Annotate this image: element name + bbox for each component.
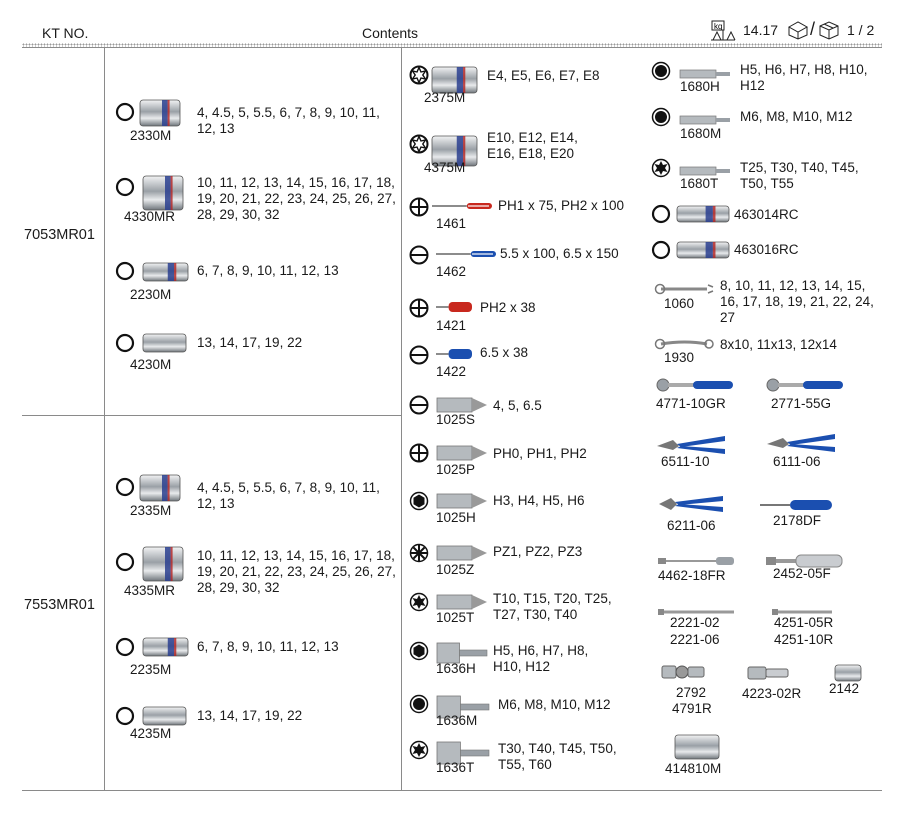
item-code: 1680T [680, 176, 719, 191]
item-code: 2375M [424, 90, 466, 105]
hex-socket-profile-icon [115, 552, 135, 577]
drive-profile-icon [409, 592, 429, 617]
item-code: 1462 [436, 264, 467, 279]
item-sizes: 6, 7, 8, 9, 10, 11, 12, 13 [197, 263, 339, 278]
item-sizes: 10, 11, 12, 13, 14, 15, 16, 17, 18, 19, 20, 21, 22, 23, 24, 25, 26, 27, 28, 29, 30, 32 [197, 548, 396, 595]
tool-image [675, 735, 719, 764]
tool-image [748, 665, 788, 686]
item-code: 4235M [130, 726, 172, 741]
item-code: 2771-55G [771, 396, 832, 411]
item-sizes: 4, 4.5, 5, 5.5, 6, 7, 8, 9, 10, 11, 12, 13 [197, 105, 380, 136]
item-code: 2230M [130, 287, 172, 302]
tool-image [655, 378, 733, 397]
item-sizes: 13, 14, 17, 19, 22 [197, 335, 303, 350]
box-closed-icon [818, 20, 840, 45]
item-code: 4330MR [124, 209, 176, 224]
item-sizes: H5, H6, H7, H8, H10, H12 [740, 62, 868, 93]
tool-image [677, 206, 729, 227]
item-sizes: 4, 4.5, 5, 5.5, 6, 7, 8, 9, 10, 11, 12, 13 [197, 480, 380, 511]
hex-socket-profile-icon [115, 333, 135, 358]
item-code: 4230M [130, 357, 172, 372]
socket-image [140, 100, 180, 131]
svg-text:kg: kg [714, 22, 723, 31]
item-sizes: PH2 x 38 [480, 300, 536, 315]
item-sizes: E10, E12, E14, E16, E18, E20 [487, 130, 578, 161]
tool-image [677, 242, 729, 263]
item-code: 1636H [436, 661, 476, 676]
item-code: 2792 [676, 685, 707, 700]
item-code: 6211-06 [667, 518, 716, 533]
drive-profile-icon [409, 694, 429, 719]
drive-profile-icon [409, 740, 429, 765]
drive-profile-icon [409, 65, 429, 90]
item-code: 1930 [664, 350, 695, 365]
item-code: 4791R [672, 701, 712, 716]
item-sizes: 8, 10, 11, 12, 13, 14, 15, 16, 17, 18, 19, 21, 22, 24, 27 [720, 278, 874, 325]
drive-profile-icon [409, 641, 429, 666]
item-sizes: PZ1, PZ2, PZ3 [493, 544, 583, 559]
drive-profile-icon [409, 134, 429, 159]
item-sizes: 6, 7, 8, 9, 10, 11, 12, 13 [197, 639, 339, 654]
socket-image [143, 638, 188, 661]
item-code: 1025P [436, 462, 476, 477]
item-sizes: M6, M8, M10, M12 [740, 109, 853, 124]
item-code: 1060 [664, 296, 695, 311]
page-count: 1 / 2 [847, 22, 875, 38]
drive-profile-icon [409, 395, 429, 420]
kit-number-2: 7553MR01 [24, 597, 95, 613]
item-code: 4375M [424, 160, 466, 175]
item-code: 1421 [436, 318, 467, 333]
tool-image [436, 300, 472, 319]
drive-profile-icon [651, 240, 671, 265]
item-code: 2330M [130, 128, 172, 143]
hex-socket-profile-icon [115, 177, 135, 202]
item-code: 1636M [436, 713, 478, 728]
drive-profile-icon [409, 443, 429, 468]
item-code: 2452-05F [773, 566, 831, 581]
item-code: 463016RC [734, 242, 799, 257]
drive-profile-icon [409, 543, 429, 568]
hex-socket-profile-icon [115, 637, 135, 662]
drive-profile-icon [409, 245, 429, 270]
weight-value: 14.17 [743, 22, 779, 38]
item-sizes: H5, H6, H7, H8, H10, H12 [493, 643, 589, 674]
item-code: 2235M [130, 662, 172, 677]
socket-image [140, 475, 180, 506]
item-code: 6111-06 [773, 454, 821, 469]
box-open-icon [787, 20, 809, 45]
item-code: 2178DF [773, 513, 822, 528]
tool-image [662, 663, 704, 686]
hex-socket-profile-icon [115, 477, 135, 502]
item-sizes: 8x10, 11x13, 12x14 [720, 337, 837, 352]
item-code: 1422 [436, 364, 467, 379]
item-sizes: 5.5 x 100, 6.5 x 150 [500, 246, 619, 261]
socket-image [143, 263, 188, 286]
item-code: 4335MR [124, 583, 176, 598]
item-code: 463014RC [734, 207, 799, 222]
item-code: 1461 [436, 216, 467, 231]
item-sizes: 13, 14, 17, 19, 22 [197, 708, 303, 723]
item-sizes: 4, 5, 6.5 [493, 398, 542, 413]
drive-profile-icon [651, 204, 671, 229]
hex-socket-profile-icon [115, 102, 135, 127]
item-code: 4251-05R [774, 615, 834, 630]
item-code: 1025H [436, 510, 476, 525]
item-code: 2142 [829, 681, 860, 696]
tool-image [765, 378, 843, 397]
kit-number-1: 7053MR01 [24, 227, 95, 243]
tool-image [657, 492, 723, 521]
contents-header: Contents [362, 25, 419, 41]
hex-socket-profile-icon [115, 261, 135, 286]
item-sizes: E4, E5, E6, E7, E8 [487, 68, 600, 83]
item-code: 414810M [665, 761, 722, 776]
item-code: 1636T [436, 760, 475, 775]
item-code: 1680M [680, 126, 722, 141]
item-code: 4771-10GR [656, 396, 726, 411]
item-code: 2221-02 [670, 615, 720, 630]
socket-image [143, 547, 183, 586]
item-code: 1025Z [436, 562, 475, 577]
item-sizes: M6, M8, M10, M12 [498, 697, 611, 712]
item-code: 1025T [436, 610, 475, 625]
drive-profile-icon [409, 491, 429, 516]
item-sizes: T30, T40, T45, T50, T55, T60 [498, 741, 617, 772]
item-code: 2221-06 [670, 632, 720, 647]
item-sizes: PH1 x 75, PH2 x 100 [498, 198, 625, 213]
item-code: 4251-10R [774, 632, 834, 647]
item-code: 6511-10 [661, 454, 710, 469]
socket-image [143, 334, 186, 357]
item-sizes: T25, T30, T40, T45, T50, T55 [740, 160, 859, 191]
kt-no-header: KT NO. [42, 25, 89, 41]
item-sizes: T10, T15, T20, T25, T27, T30, T40 [493, 591, 612, 622]
item-sizes: PH0, PH1, PH2 [493, 446, 587, 461]
item-sizes: 6.5 x 38 [480, 345, 529, 360]
drive-profile-icon [409, 345, 429, 370]
item-sizes: H3, H4, H5, H6 [493, 493, 585, 508]
item-code: 2335M [130, 503, 172, 518]
item-code: 1025S [436, 412, 476, 427]
drive-profile-icon [651, 158, 671, 183]
drive-profile-icon [409, 197, 429, 222]
drive-profile-icon [651, 61, 671, 86]
item-code: 1680H [680, 79, 720, 94]
drive-profile-icon [409, 298, 429, 323]
item-code: 4462-18FR [658, 568, 726, 583]
item-code: 4223-02R [742, 686, 802, 701]
drive-profile-icon [651, 107, 671, 132]
item-sizes: 10, 11, 12, 13, 14, 15, 16, 17, 18, 19, 20, 21, 22, 23, 24, 25, 26, 27, 28, 29, 30, 32 [197, 175, 396, 222]
